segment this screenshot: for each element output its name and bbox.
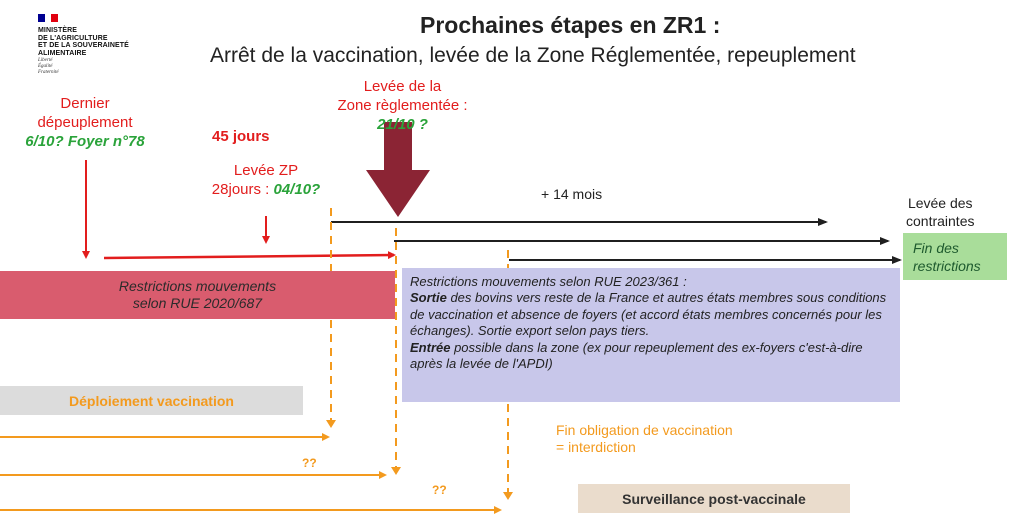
- restrictions-rue-2020-box: [0, 271, 395, 319]
- label-line: Fin des: [913, 240, 959, 256]
- entree-label: Entrée: [410, 339, 451, 355]
- levee-contraintes-label: [906, 194, 974, 230]
- label-line: Restrictions mouvements: [118, 278, 277, 294]
- label-line: = interdiction: [556, 439, 636, 455]
- logo-line: MINISTÈRE: [38, 27, 78, 34]
- red-45-days-arrow: [104, 255, 394, 258]
- motto-line: Liberté: [38, 58, 53, 63]
- label-line: Zone règlementée :: [337, 97, 468, 114]
- label-line: Fin obligation de vaccination: [556, 422, 733, 438]
- orange-arrowhead: [503, 492, 513, 500]
- levee-zp-label: [196, 161, 336, 199]
- sortie-text: des bovins vers reste de la France et autres états membres sous conditions de vaccination et absence de foyers (et accord états membres concernés pour les échanges). Sortie export selon pays tiers.: [410, 290, 887, 339]
- label-line: 28jours :: [211, 181, 274, 198]
- question-mark-label: ??: [302, 456, 317, 470]
- label-line: restrictions: [913, 258, 981, 274]
- motto-line: Fraternité: [38, 70, 59, 75]
- motto-line: Égalité: [38, 64, 53, 69]
- label-line: Levée ZP: [233, 162, 299, 179]
- dernier-depeuplement-label: [20, 94, 150, 151]
- label-line: Levée des: [907, 195, 973, 211]
- fin-restrictions-box: [903, 233, 1007, 280]
- restrictions-rue-2023-box: [402, 268, 900, 402]
- entree-text: possible dans la zone (ex pour repeuplement des ex-foyers c'est-à-dire après la levée de l'APDI): [410, 339, 863, 372]
- orange-arrowhead: [326, 420, 336, 428]
- logo-line: ALIMENTAIRE: [38, 49, 87, 57]
- label-line: contraintes: [906, 213, 975, 229]
- deploiement-vaccination-box: Déploiement vaccination: [0, 386, 303, 415]
- levee-zp-date: 04/10?: [273, 181, 321, 198]
- orange-arrowhead: [391, 467, 401, 475]
- levee-zr-label: [320, 77, 485, 134]
- logo-line: DE L'AGRICULTURE: [38, 34, 108, 42]
- duration-45-days: 45 jours: [212, 128, 270, 145]
- label-line: selon RUE 2020/687: [132, 295, 263, 311]
- label-line: dépeuplement: [37, 114, 133, 131]
- slide-subtitle: Arrêt de la vaccination, levée de la Zone Réglementée, repeuplement: [210, 44, 856, 67]
- surveillance-post-vaccinale-box: Surveillance post-vaccinale: [578, 484, 850, 513]
- logo-line: ET DE LA SOUVERAINETÉ: [38, 42, 129, 49]
- depeuplement-date: 6/10? Foyer n°78: [25, 133, 145, 150]
- fin-obligation-vaccination-label: [556, 422, 733, 456]
- duration-14-months: + 14 mois: [541, 186, 603, 202]
- label-line: Levée de la: [363, 78, 442, 95]
- sortie-label: Sortie: [410, 290, 447, 306]
- question-mark-label: ??: [432, 483, 447, 497]
- slide-title: Prochaines étapes en ZR1 :: [420, 12, 721, 38]
- label-line: Dernier: [60, 95, 110, 112]
- levee-zr-date: 21/10 ?: [377, 116, 428, 133]
- box-heading: Restrictions mouvements selon RUE 2023/361 :: [410, 274, 687, 289]
- levee-zr-big-arrow: [366, 122, 430, 217]
